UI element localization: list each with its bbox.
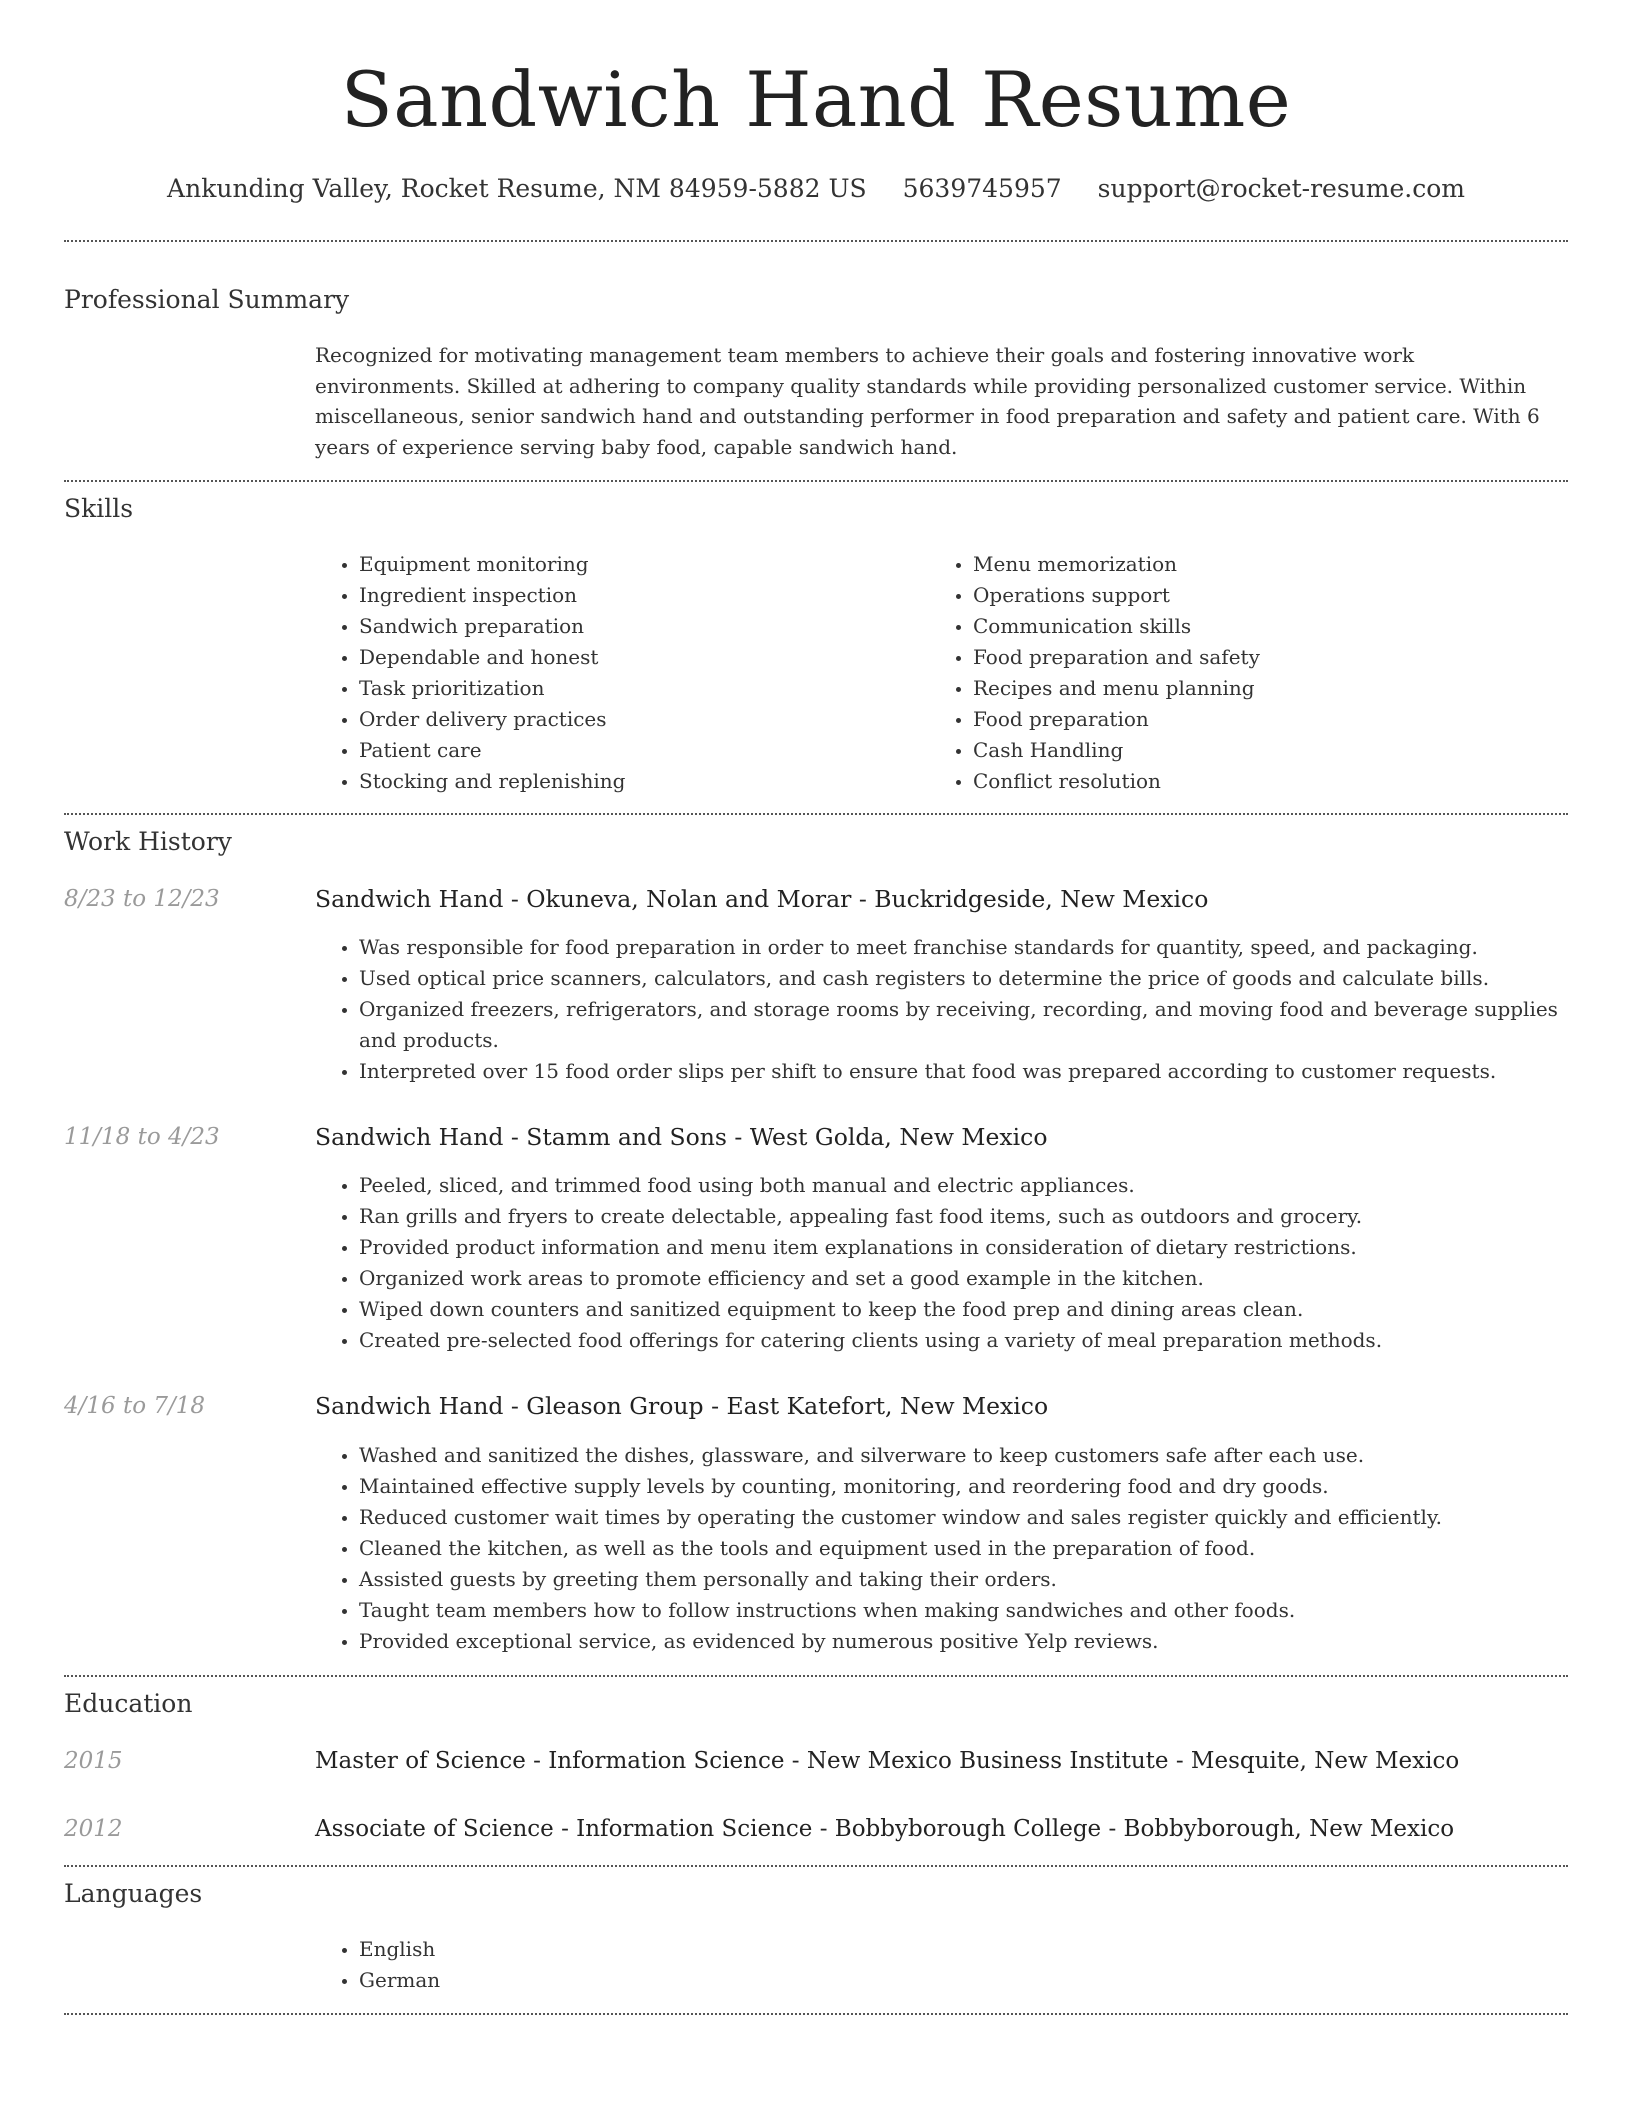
job-duties	[315, 932, 1565, 1087]
skill-item: • Communication skills	[973, 611, 1509, 642]
duty-item: • Cleaned the kitchen, as well as the tools and equipment used in the preparation of food.	[359, 1533, 1565, 1564]
duty-item: • Provided product information and menu item explanations in consideration of dietary restrictions.	[359, 1232, 1565, 1263]
contact-phone: 5639745957	[902, 174, 1062, 203]
skills-list-left	[315, 549, 895, 797]
section-divider	[64, 240, 1568, 242]
education-title: Associate of Science - Information Science - Bobbyborough College - Bobbyborough, New Mexico	[315, 1816, 1455, 1842]
work-section-title: Work History	[64, 827, 232, 856]
skill-item: • Task prioritization	[359, 673, 895, 704]
duty-item: • Organized freezers, refrigerators, and storage rooms by receiving, recording, and moving food and beverage supplies and products.	[359, 994, 1565, 1056]
job-title: Sandwich Hand - Stamm and Sons - West Golda, New Mexico	[315, 1123, 1048, 1151]
duty-item: • Wiped down counters and sanitized equipment to keep the food prep and dining areas clean.	[359, 1294, 1565, 1325]
skills-column-left	[315, 549, 895, 797]
section-divider	[64, 1675, 1568, 1677]
skill-item: • Food preparation	[973, 704, 1509, 735]
summary-section-title: Professional Summary	[64, 285, 350, 314]
duty-item: • Maintained effective supply levels by counting, monitoring, and reordering food and dry goods.	[359, 1471, 1565, 1502]
skill-item: • Menu memorization	[973, 549, 1509, 580]
education-year: 2012	[64, 1816, 123, 1842]
summary-text: Recognized for motivating management team members to achieve their goals and fostering innovative work environments. Skilled at adhering to company quality standards while providing personalized customer service. Within miscellaneous, senior sandwich hand and outstanding performer in food preparation and safety and patient care. With 6 years of experience serving baby food, capable sandwich hand.	[315, 343, 1540, 459]
job-duties-list	[315, 1170, 1565, 1356]
duty-item: • Created pre-selected food offerings for catering clients using a variety of meal preparation methods.	[359, 1325, 1565, 1356]
job-title: Sandwich Hand - Gleason Group - East Katefort, New Mexico	[315, 1392, 1049, 1420]
duty-item: • Assisted guests by greeting them personally and taking their orders.	[359, 1564, 1565, 1595]
duty-item: • Taught team members how to follow instructions when making sandwiches and other foods.	[359, 1595, 1565, 1626]
resume-name: Sandwich Hand Resume	[340, 55, 1292, 144]
job-title: Sandwich Hand - Okuneva, Nolan and Morar - Buckridgeside, New Mexico	[315, 885, 1209, 913]
duty-item: • Was responsible for food preparation in order to meet franchise standards for quantity, speed, and packaging.	[359, 932, 1565, 963]
skill-item: • Cash Handling	[973, 735, 1509, 766]
contact-email: support@rocket-resume.com	[1097, 174, 1465, 203]
language-item: • English	[359, 1934, 1565, 1965]
job-dates: 8/23 to 12/23	[64, 886, 220, 912]
skill-item: • Patient care	[359, 735, 895, 766]
skills-column-right	[929, 549, 1509, 797]
skill-item: • Stocking and replenishing	[359, 766, 895, 797]
language-item: • German	[359, 1965, 1565, 1996]
education-year: 2015	[64, 1748, 123, 1774]
duty-item: • Interpreted over 15 food order slips per shift to ensure that food was prepared according to customer requests.	[359, 1056, 1565, 1087]
duty-item: • Ran grills and fryers to create delectable, appealing fast food items, such as outdoors and grocery.	[359, 1201, 1565, 1232]
duty-item: • Reduced customer wait times by operating the customer window and sales register quickly and efficiently.	[359, 1502, 1565, 1533]
skill-item: • Sandwich preparation	[359, 611, 895, 642]
skill-item: • Conflict resolution	[973, 766, 1509, 797]
languages-list	[315, 1934, 1565, 1996]
job-duties-list	[315, 932, 1565, 1087]
skills-list-right	[929, 549, 1509, 797]
skill-item: • Operations support	[973, 580, 1509, 611]
duty-item: • Peeled, sliced, and trimmed food using both manual and electric appliances.	[359, 1170, 1565, 1201]
contact-line	[64, 172, 1568, 206]
education-title: Master of Science - Information Science - New Mexico Business Institute - Mesquite, New Mexico	[315, 1748, 1460, 1774]
duty-item: • Used optical price scanners, calculators, and cash registers to determine the price of goods and calculate bills.	[359, 963, 1565, 994]
duty-item: • Washed and sanitized the dishes, glassware, and silverware to keep customers safe after each use.	[359, 1440, 1565, 1471]
contact-address: Ankunding Valley, Rocket Resume, NM 84959-5882 US	[167, 174, 867, 203]
languages-block	[315, 1934, 1565, 1996]
section-divider	[64, 1865, 1568, 1867]
skill-item: • Recipes and menu planning	[973, 673, 1509, 704]
section-divider	[64, 480, 1568, 482]
duty-item: • Provided exceptional service, as evidenced by numerous positive Yelp reviews.	[359, 1626, 1565, 1657]
skills-section-title: Skills	[64, 494, 134, 523]
skill-item: • Ingredient inspection	[359, 580, 895, 611]
duty-item: • Organized work areas to promote efficiency and set a good example in the kitchen.	[359, 1263, 1565, 1294]
job-duties	[315, 1440, 1565, 1657]
skill-item: • Equipment monitoring	[359, 549, 895, 580]
section-divider	[64, 2013, 1568, 2015]
skill-item: • Dependable and honest	[359, 642, 895, 673]
section-divider	[64, 813, 1568, 815]
job-duties	[315, 1170, 1565, 1356]
skill-item: • Order delivery practices	[359, 704, 895, 735]
job-dates: 11/18 to 4/23	[64, 1124, 220, 1150]
education-section-title: Education	[64, 1689, 193, 1718]
skill-item: • Food preparation and safety	[973, 642, 1509, 673]
job-dates: 4/16 to 7/18	[64, 1393, 206, 1419]
languages-section-title: Languages	[64, 1879, 203, 1908]
job-duties-list	[315, 1440, 1565, 1657]
